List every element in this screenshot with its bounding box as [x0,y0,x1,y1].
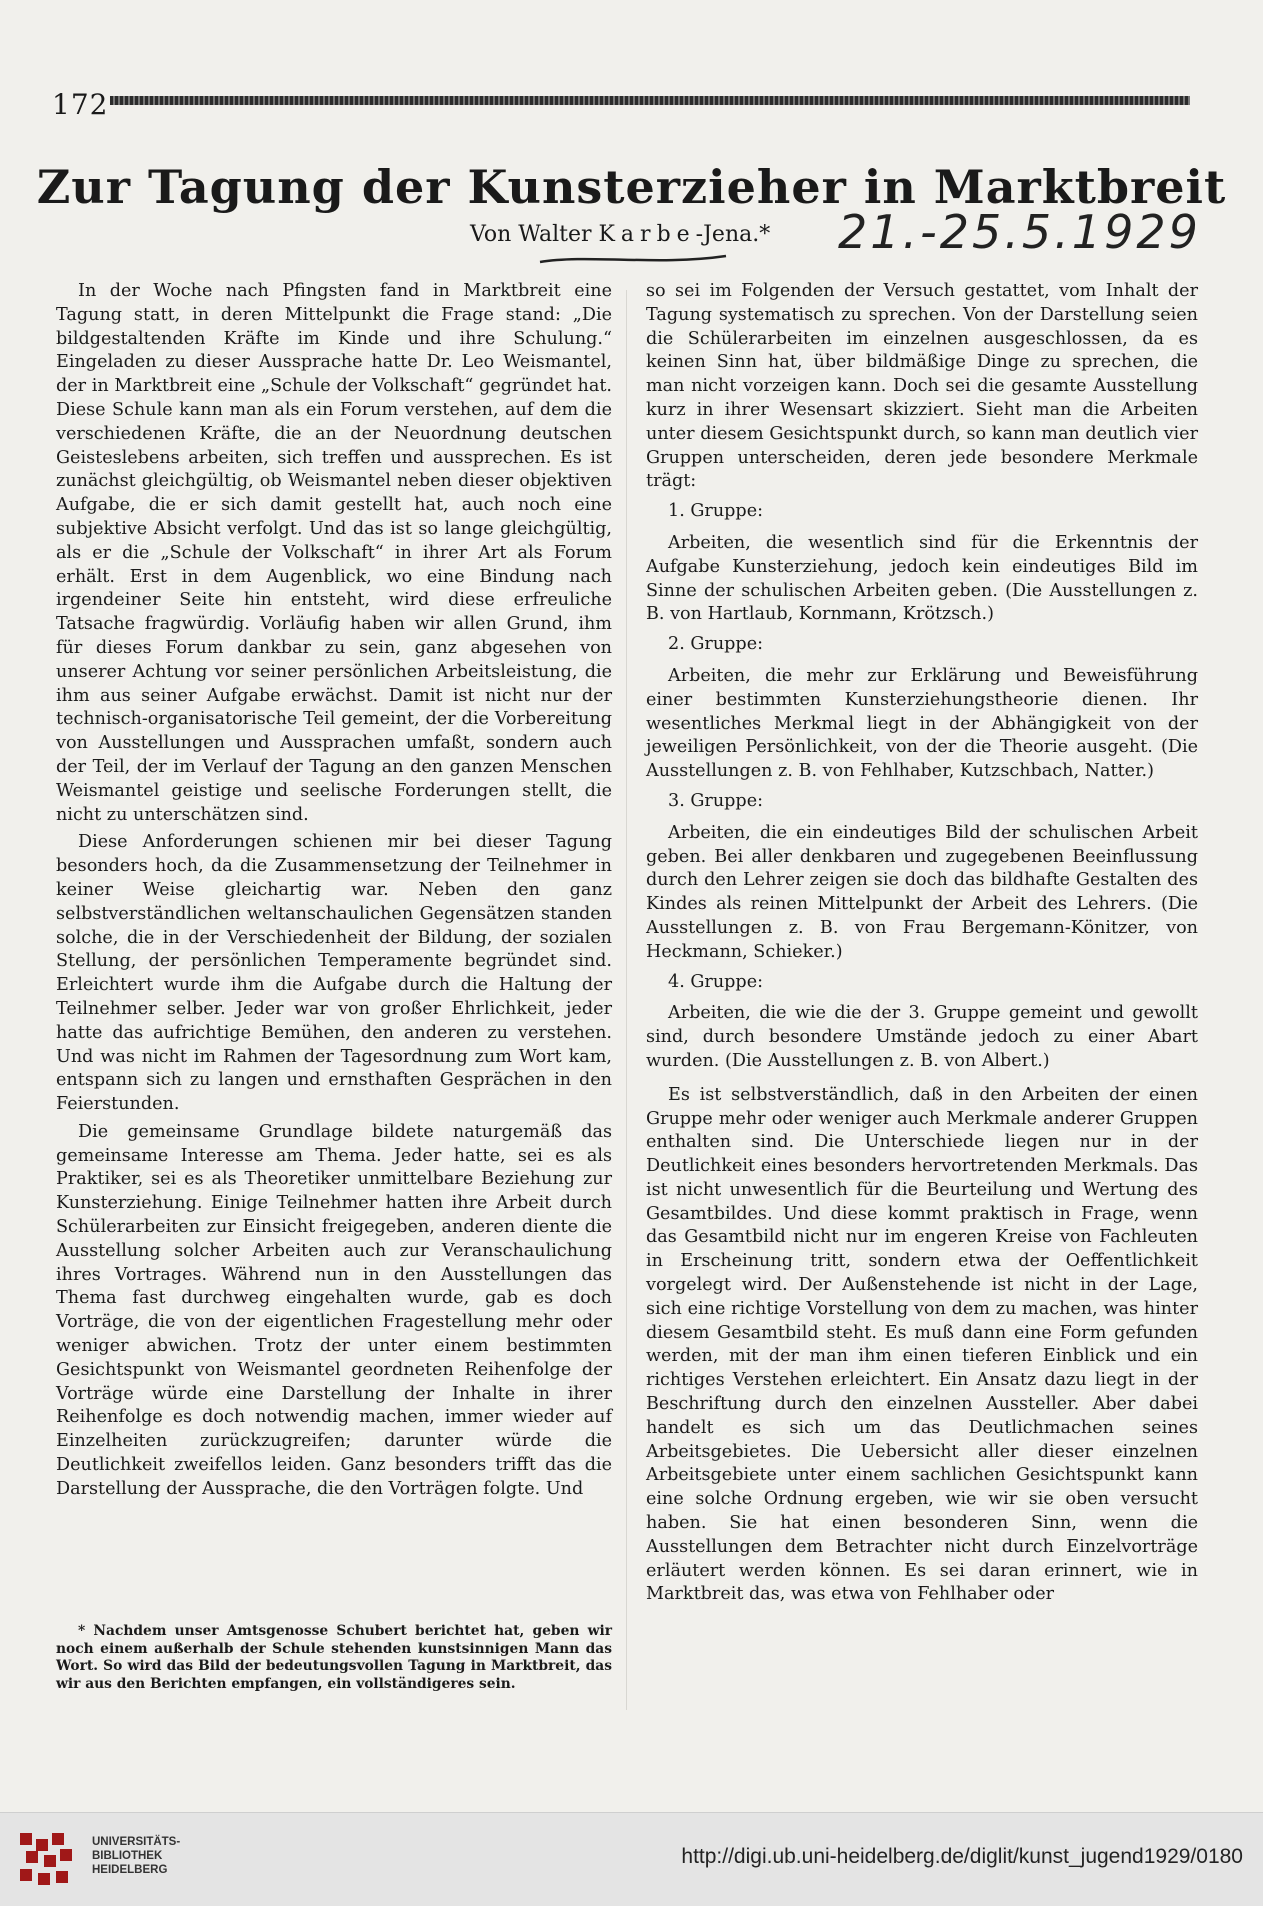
column-divider [626,290,627,1710]
group-1-text: Arbeiten, die wesentlich sind für die Erkenntnis der Aufgabe Kunsterziehung, jedoch kein eindeutiges Bild im Sinne der schulischen Arbeiten geben. (Die Ausstellungen z. B. von Hartlaub, Kornmann, Krötzsch.) [646,532,1198,625]
library-line-3: HEIDELBERG [92,1864,168,1876]
source-url[interactable]: http://digi.ub.uni-heidelberg.de/diglit/kunst_jugend1929/0180 [681,1845,1243,1868]
byline-author-surname: Karbe [598,222,696,247]
group-2-text: Arbeiten, die mehr zur Erklärung und Beweisführung einer bestimmten Kunsterziehungstheorie dienen. Ihr wesentliches Merkmal liegt in der Abhängigkeit von der jeweiligen Persönlichkeit, von der die Theorie ausgeht. (Die Ausstellungen z. B. von Fehlhaber, Kutzschbach, Natter.) [646,665,1198,782]
group-2-label: 2. Gruppe: [668,634,764,655]
right-intro: so sei im Folgenden der Versuch gestattet, vom Inhalt der Tagung systematisch zu sprechen. Von der Darstellung seien die Schülerarbeiten im einzelnen ausgeschlossen, da es keinen Sinn hat, über bildmäßige Dinge zu sprechen, die man nicht vorzeigen kann. Doch sei die gesamte Ausstellung kurz in ihrer Wesensart skizziert. Sieht man die Arbeiten unter diesem Gesichtspunkt durch, so kann man deutlich vier Gruppen unterscheiden, deren jede besondere Merkmale trägt: [646,281,1198,492]
footnote-text: * Nachdem unser Amtsgenosse Schubert berichtet hat, geben wir noch einem außerhalb der Schule stehenden kunstsinnigen Mann das Wort. So wird das Bild der bedeutungsvollen Tagung in Marktbreit, das wir aus den Berichten empfangen, ein vollständigeres sein. [56,1623,612,1692]
handwritten-date: 21.-25.5.1929 [838,205,1201,259]
handwritten-underline [538,252,728,266]
group-3-label: 3. Gruppe: [668,790,764,811]
byline-suffix: -Jena.* [695,222,771,247]
right-column [646,280,1198,1611]
article-title: Zur Tagung der Kunsterzieher in Marktbreit [36,160,1227,214]
footer-bar [0,1812,1263,1906]
byline [470,222,770,247]
university-library-logo-icon [18,1831,78,1889]
header-rule [110,96,1190,105]
group-3-text: Arbeiten, die ein eindeutiges Bild der schulischen Arbeit geben. Bei aller denkbaren und zugegebenen Beeinflussung durch den Lehrer zeigen sie doch das bildhafte Gestalten des Kindes als reinen Mittelpunkt der Arbeit des Lehrers. (Die Ausstellungen z. B. von Frau Bergemann-Könitzer, von Heckmann, Schieker.) [646,822,1198,962]
left-column [56,280,612,1506]
library-line-1: UNIVERSITÄTS- [92,1836,181,1848]
group-4-label: 4. Gruppe: [668,971,764,992]
group-4-text: Arbeiten, die wie die der 3. Gruppe gemeint und gewollt sind, durch besondere Umstände jedoch zu einer Abart wurden. (Die Ausstellungen z. B. von Albert.) [646,1003,1198,1071]
left-paragraph-1: In der Woche nach Pfingsten fand in Marktbreit eine Tagung statt, in deren Mittelpunkt die Frage stand: „Die bildgestaltenden Kräfte im Kinde und ihre Schulung.“ Eingeladen zu dieser Aussprache hatte Dr. Leo Weismantel, der in Marktbreit eine „Schule der Volkschaft“ gegründet hat. Diese Schule kann man als ein Forum verstehen, auf dem die verschiedenen Kräfte, die an der Neuordnung deutschen Geisteslebens arbeiten, sich treffen und aussprechen. Es ist zunächst gleichgültig, ob Weismantel neben dieser objektiven Aufgabe, die er sich damit gestellt hat, auch noch eine subjektive Absicht verfolgt. Und das ist so lange gleichgültig, als er die „Schule der Volkschaft“ in ihrer Art als Forum erhält. Erst in dem Augenblick, wo eine Bindung nach irgendeiner Seite hin entsteht, wird diese erfreuliche Tatsache fragwürdig. Vorläufig haben wir allen Grund, ihm für dieses Forum dankbar zu sein, ganz abgesehen von unserer Achtung vor seiner persönlichen Arbeitsleistung, die ihm aus seiner Aufgabe erwächst. Damit ist nicht nur der technisch-organisatorische Teil gemeint, der die Vorbereitung von Ausstellungen und Aussprachen umfaßt, sondern auch der Teil, der im Verlauf der Tagung an den ganzen Menschen Weismantel geistige und seelische Forderungen stellt, die nicht zu unterschätzen sind. [56,281,612,825]
left-paragraph-2: Diese Anforderungen schienen mir bei dieser Tagung besonders hoch, da die Zusammensetzung der Teilnehmer in keiner Weise gleichartig war. Neben den ganz selbstverständlichen weltanschaulichen Gegensätzen standen solche, die in der Verschiedenheit der Bildung, der sozialen Stellung, der persönlichen Temperamente begründet sind. Erleichtert wurde ihm die Aufgabe durch die Haltung der Teilnehmer selber. Jeder war von großer Ehrlichkeit, jeder hatte das aufrichtige Bemühen, den anderen zu verstehen. Und was nicht im Rahmen der Tagesordnung zum Wort kam, entspann sich zu langen und ernsthaften Gesprächen in den Feierstunden. [56,832,612,1115]
left-paragraph-3: Die gemeinsame Grundlage bildete naturgemäß das gemeinsame Interesse am Thema. Jeder hatte, sei es als Praktiker, sei es als Theoretiker unmittelbare Beziehung zur Kunsterziehung. Einige Teilnehmer hatten ihre Arbeit durch Schülerarbeiten zur Einsicht freigegeben, anderen diente die Ausstellung solcher Arbeiten auch zur Veranschaulichung ihres Vortrages. Während nun in den Ausstellungen das Thema fast durchweg eingehalten wurde, gab es doch Vorträge, die von der eigentlichen Fragestellung mehr oder weniger abwichen. Trotz der unter einem bestimmten Gesichtspunkt von Weismantel geordneten Reihenfolge der Vorträge würde eine Darstellung der Inhalte in ihrer Reihenfolge es doch notwendig machen, immer wieder auf Einzelheiten zurückzugreifen; darunter würde die Deutlichkeit zweifellos leiden. Ganz besonders trifft das die Darstellung der Aussprache, die den Vorträgen folgte. Und [56,1121,612,1499]
right-closing: Es ist selbstverständlich, daß in den Arbeiten der einen Gruppe mehr oder weniger auch Merkmale anderer Gruppen enthalten sind. Die Unterschiede liegen nur in der Deutlichkeit eines besonders hervortretenden Merkmals. Das ist nicht unwesentlich für die Beurteilung und Wertung des Gesamtbildes. Und diese kommt praktisch in Frage, wenn das Gesamtbild nicht nur im engeren Kreise von Fachleuten in Erscheinung tritt, sondern etwa der Oeffentlichkeit vorgelegt wird. Der Außenstehende ist nicht in der Lage, sich eine richtige Vorstellung von dem zu machen, was hinter diesem Gesamtbild steht. Es muß dann eine Form gefunden werden, mit der man ihm einen tieferen Einblick und ein richtiges Verstehen erleichtert. Ein Ansatz dazu liegt in der Beschriftung durch den einzelnen Aussteller. Aber dabei handelt es sich um das Deutlichmachen seines Arbeitsgebietes. Die Uebersicht aller dieser einzelnen Arbeitsgebiete unter einem sachlichen Gesichtspunkt kann eine solche Ordnung ergeben, wie wir sie oben versucht haben. Sie hat einen besonderen Sinn, wenn die Ausstellungen dem Betrachter nicht durch Einzelvorträge erläutert werden können. Es sei daran erinnert, wie in Marktbreit das, was etwa von Fehlhaber oder [646,1084,1198,1605]
library-line-2: BIBLIOTHEK [92,1850,163,1862]
library-name [92,1835,180,1877]
page-number: 172 [52,88,109,121]
footnote [56,1623,612,1693]
group-1-label: 1. Gruppe: [668,501,764,522]
byline-prefix: Von Walter [470,222,599,247]
